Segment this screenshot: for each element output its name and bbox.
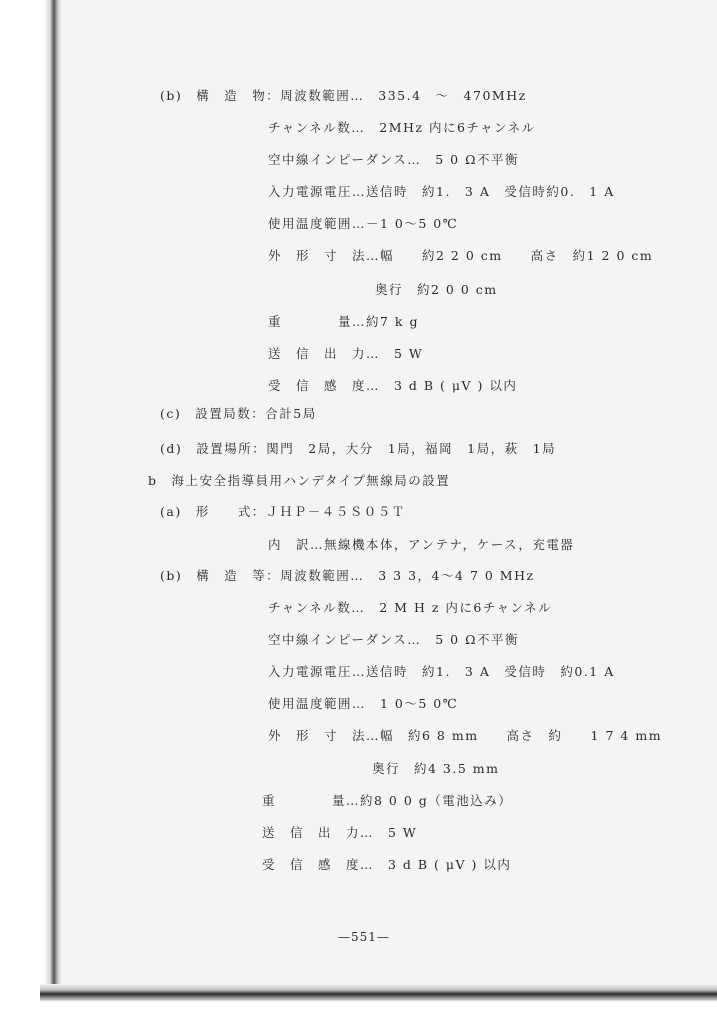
- text-line: 空中線インピーダンス… 5 0 Ω不平衡: [268, 152, 519, 167]
- text-line: 使用温度範囲… 1 0〜5 0℃: [268, 696, 459, 711]
- text-line: 奥行 約4 3.5 mm: [372, 761, 500, 776]
- text-line: 入力電源電圧…送信時 約1. 3 A 受信時約0. 1 A: [268, 184, 615, 199]
- text-line: (a) 形 式：ＪＨＰ－４５Ｓ０５Ｔ: [160, 504, 406, 519]
- text-line: 空中線インピーダンス… 5 0 Ω不平衡: [268, 632, 519, 647]
- page-number: —551—: [338, 930, 390, 944]
- text-line: (d) 設置場所：関門 2局，大分 1局，福岡 1局，萩 1局: [160, 441, 557, 456]
- text-line: 入力電源電圧…送信時 約1. 3 A 受信時 約0.1 A: [268, 664, 615, 679]
- text-line: 外 形 寸 法…幅 約6 8 mm 高さ 約 1 7 4 mm: [268, 728, 663, 743]
- text-line: 奥行 約2 0 0 cm: [375, 282, 498, 297]
- binding-edge-left: [0, 0, 62, 1012]
- text-line: 重 量…約7 k g: [268, 314, 419, 329]
- text-line: 使用温度範囲…－1 0〜5 0℃: [268, 216, 459, 231]
- text-line: 受 信 感 度… 3 d B ( μV ) 以内: [262, 857, 512, 872]
- text-line: 受 信 感 度… 3 d B ( μV ) 以内: [268, 378, 518, 393]
- text-line: 内 訳…無線機本体，アンテナ，ケース，充電器: [268, 537, 575, 552]
- text-line: b 海上安全指導員用ハンデタイプ無線局の設置: [148, 473, 451, 488]
- text-line: チャンネル数… 2 M H z 内に6チャンネル: [268, 600, 553, 615]
- text-line: 送 信 出 力… 5 W: [262, 825, 418, 840]
- text-line: チャンネル数… 2MHz 内に6チャンネル: [268, 120, 536, 135]
- text-line: 外 形 寸 法…幅 約2 2 0 cm 高さ 約1 2 0 cm: [268, 248, 654, 263]
- text-line: (b) 構 造 物：周波数範囲… 335.4 〜 470MHz: [160, 88, 527, 103]
- binding-edge-bottom: [40, 984, 717, 1012]
- text-line: 送 信 出 力… 5 W: [268, 346, 424, 361]
- text-line: (b) 構 造 等：周波数範囲… 3 3 3，4〜4 7 0 MHz: [160, 568, 535, 583]
- text-line: (c) 設置局数：合計5局: [160, 406, 317, 421]
- text-line: 重 量…約8 0 0 g（電池込み）: [262, 793, 513, 808]
